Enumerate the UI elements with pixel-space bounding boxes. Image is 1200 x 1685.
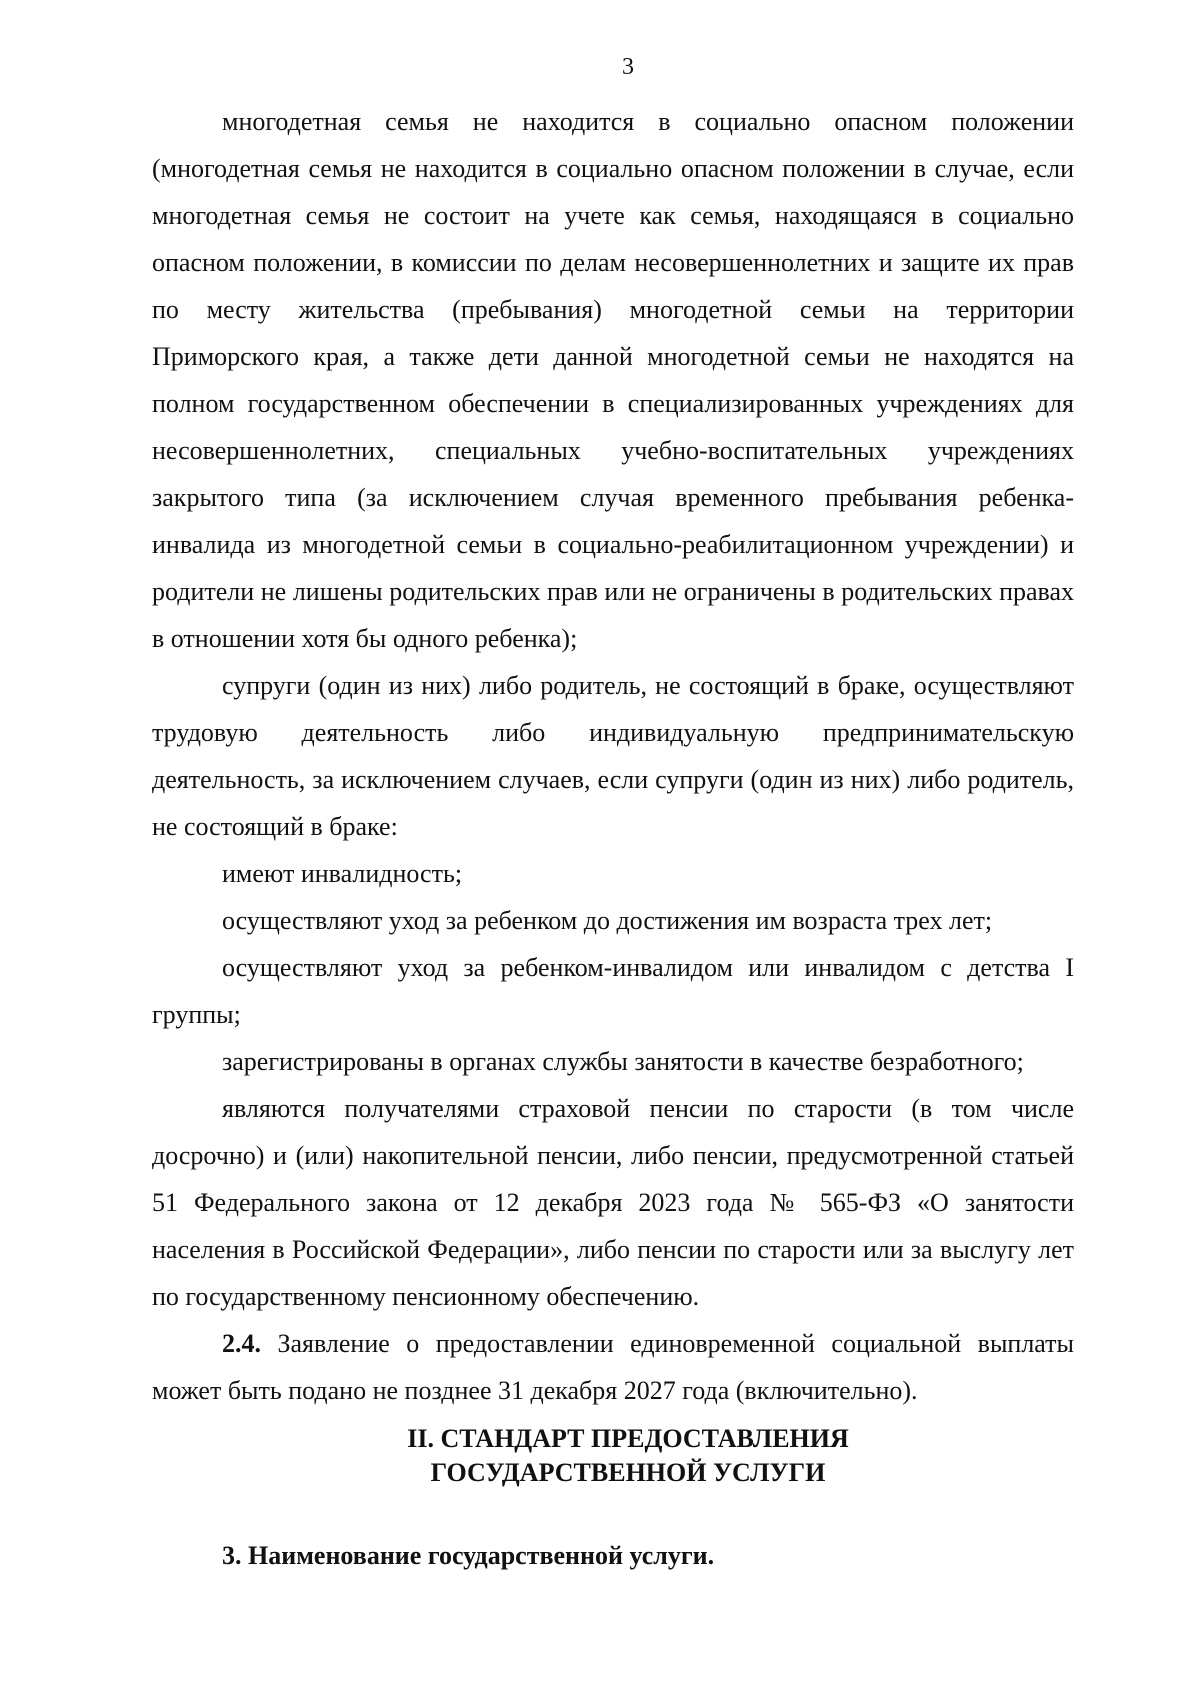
- paragraph-spouses-employed: супруги (один из них) либо родитель, не состоящий в браке, осуществляют трудовую деятельность либо индивидуальную предпринимательскую деятельность, за исключением случаев, если супруги (один из них) либо родитель, не состоящий в браке:: [152, 671, 1074, 841]
- section-heading-line-1: II. СТАНДАРТ ПРЕДОСТАВЛЕНИЯ: [407, 1424, 849, 1453]
- clause-number: 2.4.: [222, 1329, 261, 1358]
- list-item-child-care: осуществляют уход за ребенком до достижения им возраста трех лет;: [222, 906, 993, 935]
- list-item-disability: имеют инвалидность;: [222, 859, 463, 888]
- section-heading: [152, 1422, 1074, 1490]
- list-item-disabled-child-care: осуществляют уход за ребенком-инвалидом или инвалидом с детства I группы;: [152, 953, 1074, 1029]
- clause-text: Заявление о предоставлении единовременной социальной выплаты может быть подано не позднее 31 декабря 2027 года (включительно).: [152, 1329, 1074, 1405]
- clause-2-4: [152, 1320, 1074, 1414]
- list-item-pensioners: являются получателями страховой пенсии по старости (в том числе досрочно) и (или) накопительной пенсии, либо пенсии, предусмотренной статьей 51 Федерального закона от 12 декабря 2023 года № 565-ФЗ «О занятости населения в Российской Федерации», либо пенсии по старости или за выслугу лет по государственному пенсионному обеспечению.: [152, 1094, 1074, 1311]
- subheading-service-name: 3. Наименование государственной услуги.: [222, 1541, 715, 1570]
- paragraph-family-not-dangerous: многодетная семья не находится в социально опасном положении (многодетная семья не находится в социально опасном положении в случае, если многодетная семья не состоит на учете как семья, находящаяся в социально опасном положении, в комиссии по делам несовершеннолетних и защите их прав по месту жительства (пребывания) многодетной семьи на территории Приморского края, а также дети данной многодетной семьи не находятся на полном государственном обеспечении в специализированных учреждениях для несовершеннолетних, специальных учебно-воспитательных учреждениях закрытого типа (за исключением случая временного пребывания ребенка-инвалида из многодетной семьи в социально-реабилитационном учреждении) и родители не лишены родительских прав или не ограничены в родительских правах в отношении хотя бы одного ребенка);: [152, 107, 1074, 653]
- list-item-unemployed: зарегистрированы в органах службы занятости в качестве безработного;: [222, 1047, 1024, 1076]
- section-heading-line-2: ГОСУДАРСТВЕННОЙ УСЛУГИ: [430, 1458, 826, 1487]
- page-number: 3: [622, 54, 634, 80]
